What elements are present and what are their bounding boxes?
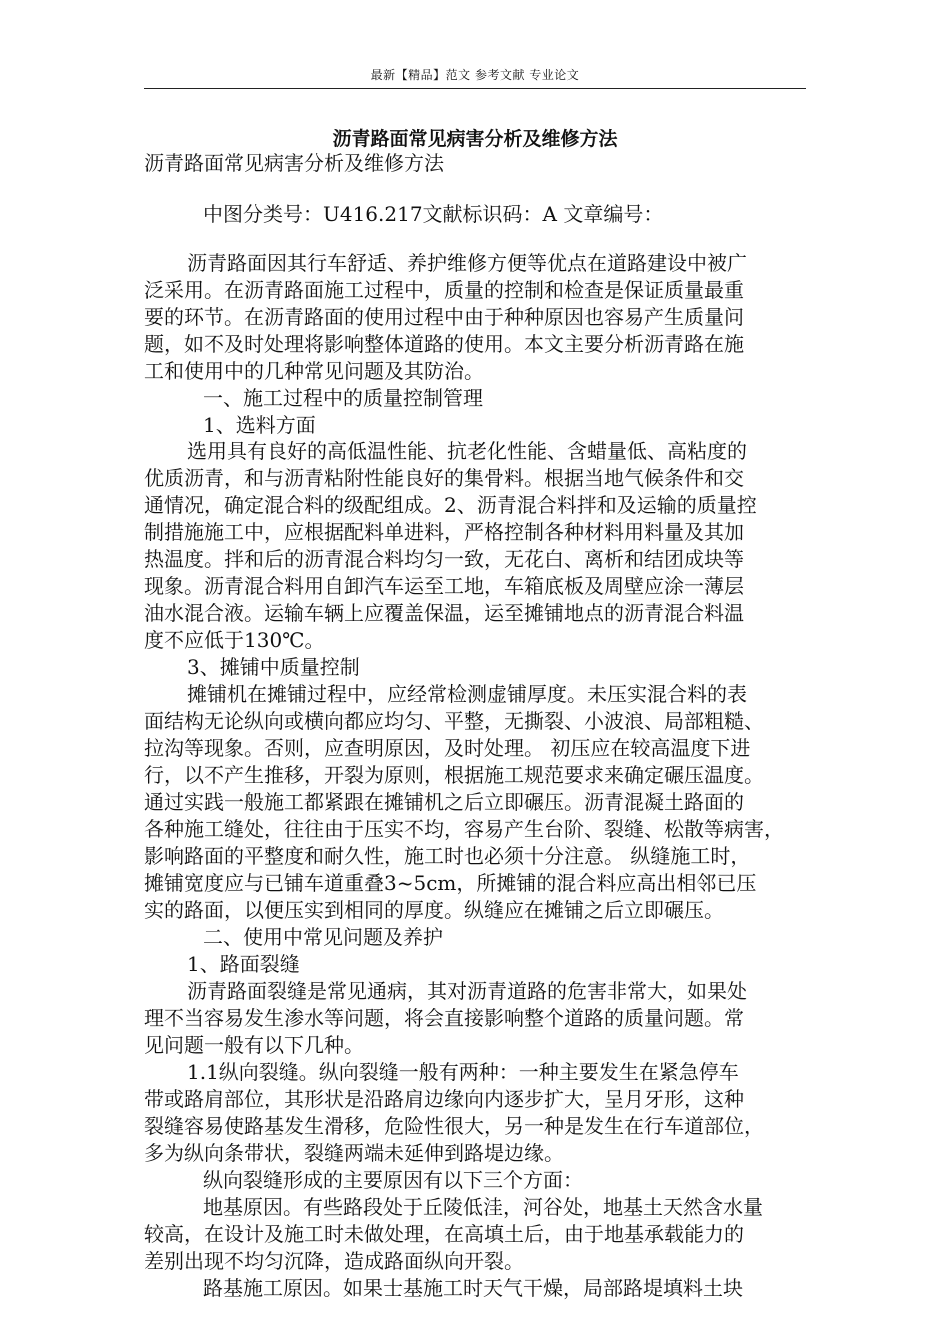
subsection-heading: 1、选料方面 bbox=[203, 413, 316, 437]
paragraph-line: 路基施工原因。如果士基施工时天气干燥，局部路堤填料土块 bbox=[203, 1276, 743, 1300]
paragraph-line: 沥青路面裂缝是常见通病，其对沥青道路的危害非常大，如果处 bbox=[187, 979, 747, 1003]
section-heading: 一、施工过程中的质量控制管理 bbox=[203, 386, 483, 410]
paragraph-line: 要的环节。在沥青路面的使用过程中由于种种原因也容易产生质量问 bbox=[144, 305, 744, 329]
document-title: 沥青路面常见病害分析及维修方法 bbox=[332, 128, 618, 150]
paragraph-line: 题，如不及时处理将影响整体道路的使用。本文主要分析沥青路在施 bbox=[144, 332, 744, 356]
subtitle-line: 沥青路面常见病害分析及维修方法 bbox=[144, 151, 444, 175]
paragraph-line: 沥青路面因其行车舒适、养护维修方便等优点在道路建设中被广 bbox=[187, 251, 747, 275]
paragraph-line: 见问题一般有以下几种。 bbox=[144, 1033, 364, 1057]
paragraph-line: 现象。沥青混合料用自卸汽车运至工地，车箱底板及周壁应涂一薄层 bbox=[144, 574, 744, 598]
subsection-heading: 1、路面裂缝 bbox=[187, 952, 300, 976]
paragraph-line: 多为纵向条带状，裂缝两端未延伸到路堤边缘。 bbox=[144, 1141, 564, 1165]
paragraph-line: 通过实践一般施工都紧跟在摊铺机之后立即碾压。沥青混凝土路面的 bbox=[144, 790, 744, 814]
paragraph-line: 裂缝容易使路基发生滑移，危险性很大，另一种是发生在行车道部位， bbox=[144, 1114, 764, 1138]
paragraph-line: 带或路肩部位，其形状是沿路肩边缘向内逐步扩大，呈月牙形，这种 bbox=[144, 1087, 744, 1111]
paragraph-line: 泛采用。在沥青路面施工过程中，质量的控制和检查是保证质量最重 bbox=[144, 278, 744, 302]
paragraph-line: 拉沟等现象。否则，应查明原因，及时处理。 初压应在较高温度下进 bbox=[144, 736, 751, 760]
paragraph-line: 1.1纵向裂缝。纵向裂缝一般有两种：一种主要发生在紧急停车 bbox=[187, 1060, 739, 1084]
page-header: 最新【精品】范文 参考文献 专业论文 bbox=[144, 66, 806, 89]
paragraph-line: 各种施工缝处，往往由于压实不均，容易产生台阶、裂缝、松散等病害， bbox=[144, 817, 784, 841]
paragraph-line: 面结构无论纵向或横向都应均匀、平整，无撕裂、小波浪、局部粗糙、 bbox=[144, 709, 764, 733]
paragraph-line: 通情况，确定混合料的级配组成。2、沥青混合料拌和及运输的质量控 bbox=[144, 493, 757, 517]
paragraph-line: 差别出现不均匀沉降，造成路面纵向开裂。 bbox=[144, 1249, 524, 1273]
section-heading: 二、使用中常见问题及养护 bbox=[203, 925, 443, 949]
paragraph-line: 优质沥青，和与沥青粘附性能良好的集骨料。根据当地气候条件和交 bbox=[144, 466, 744, 490]
paragraph-line: 地基原因。有些路段处于丘陵低洼，河谷处，地基土天然含水量 bbox=[203, 1195, 763, 1219]
paragraph-line: 行，以不产生推移，开裂为原则，根据施工规范要求来确定碾压温度。 bbox=[144, 763, 764, 787]
paragraph-line: 度不应低于130℃。 bbox=[144, 628, 325, 652]
paragraph-line: 热温度。拌和后的沥青混合料均匀一致，无花白、离析和结团成块等 bbox=[144, 547, 744, 571]
paragraph-line: 纵向裂缝形成的主要原因有以下三个方面： bbox=[203, 1168, 583, 1192]
paragraph-line: 理不当容易发生渗水等问题，将会直接影响整个道路的质量问题。常 bbox=[144, 1006, 744, 1030]
subsection-heading: 3、摊铺中质量控制 bbox=[187, 655, 360, 679]
paragraph-line: 选用具有良好的高低温性能、抗老化性能、含蜡量低、高粘度的 bbox=[187, 439, 747, 463]
paragraph-line: 油水混合液。运输车辆上应覆盖保温，运至摊铺地点的沥青混合料温 bbox=[144, 601, 744, 625]
paragraph-line: 摊铺机在摊铺过程中，应经常检测虚铺厚度。未压实混合料的表 bbox=[187, 682, 747, 706]
paragraph-line: 实的路面，以便压实到相同的厚度。纵缝应在摊铺之后立即碾压。 bbox=[144, 898, 724, 922]
classification-line: 中图分类号：U416.217文献标识码：A 文章编号： bbox=[203, 202, 664, 226]
paragraph-line: 摊铺宽度应与已铺车道重叠3~5cm，所摊铺的混合料应高出相邻已压 bbox=[144, 871, 757, 895]
paragraph-line: 较高，在设计及施工时未做处理，在高填土后，由于地基承载能力的 bbox=[144, 1222, 744, 1246]
paragraph-line: 影响路面的平整度和耐久性，施工时也必须十分注意。 纵缝施工时， bbox=[144, 844, 751, 868]
paragraph-line: 工和使用中的几种常见问题及其防治。 bbox=[144, 359, 484, 383]
paragraph-line: 制措施施工中，应根据配料单进料，严格控制各种材料用料量及其加 bbox=[144, 520, 744, 544]
